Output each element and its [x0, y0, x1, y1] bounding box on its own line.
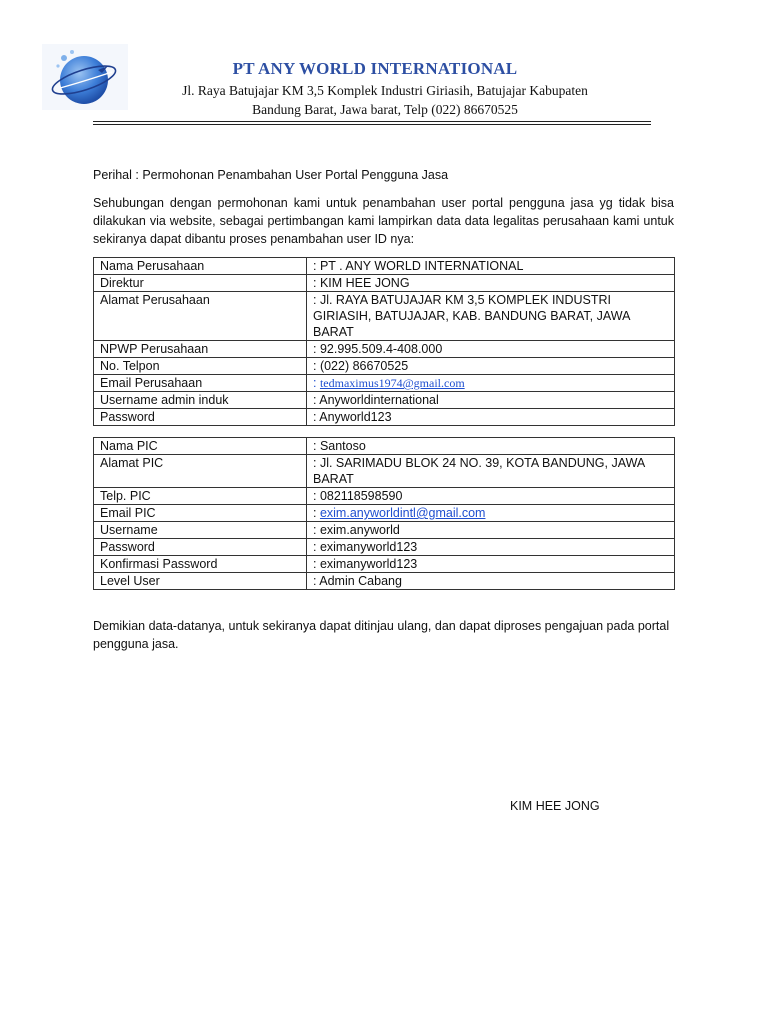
- table-row: [94, 275, 675, 292]
- company-name: PT ANY WORLD INTERNATIONAL: [232, 59, 518, 78]
- row-value: : 92.995.509.4-408.000: [307, 341, 675, 358]
- table-row: [94, 292, 675, 341]
- row-label: Level User: [94, 573, 307, 590]
- row-label: Alamat PIC: [94, 455, 307, 488]
- row-value: : KIM HEE JONG: [307, 275, 675, 292]
- intro-paragraph: Sehubungan dengan permohonan kami untuk penambahan user portal pengguna jasa yg tidak bisa dilakukan via website, sebagai pertimbangan kami lampirkan data data legalitas perusahaan kami untuk sekiranya dapat dibantu proses penambahan user ID nya:: [93, 196, 674, 246]
- table-row: [94, 392, 675, 409]
- subject-line: Perihal : Permohonan Penambahan User Portal Pengguna Jasa: [93, 168, 449, 182]
- row-value: : 082118598590: [307, 488, 675, 505]
- row-value: : Jl. RAYA BATUJAJAR KM 3,5 KOMPLEK INDUSTRI GIRIASIH, BATUJAJAR, KAB. BANDUNG BARAT, JAWA BARAT: [307, 292, 675, 341]
- row-value: [307, 375, 675, 392]
- table-row: [94, 358, 675, 375]
- row-label: Email PIC: [94, 505, 307, 522]
- table-row: [94, 438, 675, 455]
- row-value: : Anyworld123: [307, 409, 675, 426]
- row-value: : Jl. SARIMADU BLOK 24 NO. 39, KOTA BANDUNG, JAWA BARAT: [307, 455, 675, 488]
- table-row: [94, 505, 675, 522]
- table-row: [94, 409, 675, 426]
- row-label: Password: [94, 539, 307, 556]
- row-label: Konfirmasi Password: [94, 556, 307, 573]
- row-value: : Anyworldinternational: [307, 392, 675, 409]
- pic-data-table: [93, 437, 675, 590]
- row-value: : PT . ANY WORLD INTERNATIONAL: [307, 258, 675, 275]
- table-row: [94, 539, 675, 556]
- row-value: : Santoso: [307, 438, 675, 455]
- signature-name: KIM HEE JONG: [510, 799, 600, 813]
- table-row: [94, 341, 675, 358]
- row-label: Alamat Perusahaan: [94, 292, 307, 341]
- row-value: : Admin Cabang: [307, 573, 675, 590]
- row-value: : exim.anyworld: [307, 522, 675, 539]
- value-prefix: :: [313, 506, 320, 520]
- table-row: [94, 455, 675, 488]
- globe-logo-icon: [42, 44, 128, 110]
- table-row: [94, 573, 675, 590]
- closing-paragraph: Demikian data-datanya, untuk sekiranya dapat ditinjau ulang, dan dapat diproses pengajuan pada portal pengguna jasa.: [93, 619, 670, 651]
- row-value: : eximanyworld123: [307, 539, 675, 556]
- row-label: Password: [94, 409, 307, 426]
- table-row: [94, 556, 675, 573]
- row-label: Username admin induk: [94, 392, 307, 409]
- row-label: No. Telpon: [94, 358, 307, 375]
- value-prefix: :: [313, 376, 320, 390]
- row-label: Nama PIC: [94, 438, 307, 455]
- company-data-table: [93, 257, 675, 426]
- row-label: Direktur: [94, 275, 307, 292]
- row-value: : (022) 86670525: [307, 358, 675, 375]
- row-label: Email Perusahaan: [94, 375, 307, 392]
- company-email-link[interactable]: tedmaximus1974@gmail.com: [319, 376, 465, 390]
- letterhead-rule-top: [93, 121, 651, 122]
- letterhead-address-line-1: Jl. Raya Batujajar KM 3,5 Komplek Industri Giriasih, Batujajar Kabupaten: [182, 83, 588, 98]
- row-value: [307, 505, 675, 522]
- row-label: Nama Perusahaan: [94, 258, 307, 275]
- row-label: Username: [94, 522, 307, 539]
- table-row: [94, 522, 675, 539]
- pic-email-link[interactable]: exim.anyworldintl@gmail.com: [319, 506, 486, 520]
- row-label: Telp. PIC: [94, 488, 307, 505]
- letterhead-address-line-2: Bandung Barat, Jawa barat, Telp (022) 86670525: [252, 102, 518, 117]
- row-label: NPWP Perusahaan: [94, 341, 307, 358]
- table-row: [94, 258, 675, 275]
- letterhead-rule-bottom: [93, 124, 651, 125]
- row-value: : eximanyworld123: [307, 556, 675, 573]
- table-row: [94, 488, 675, 505]
- table-row: [94, 375, 675, 392]
